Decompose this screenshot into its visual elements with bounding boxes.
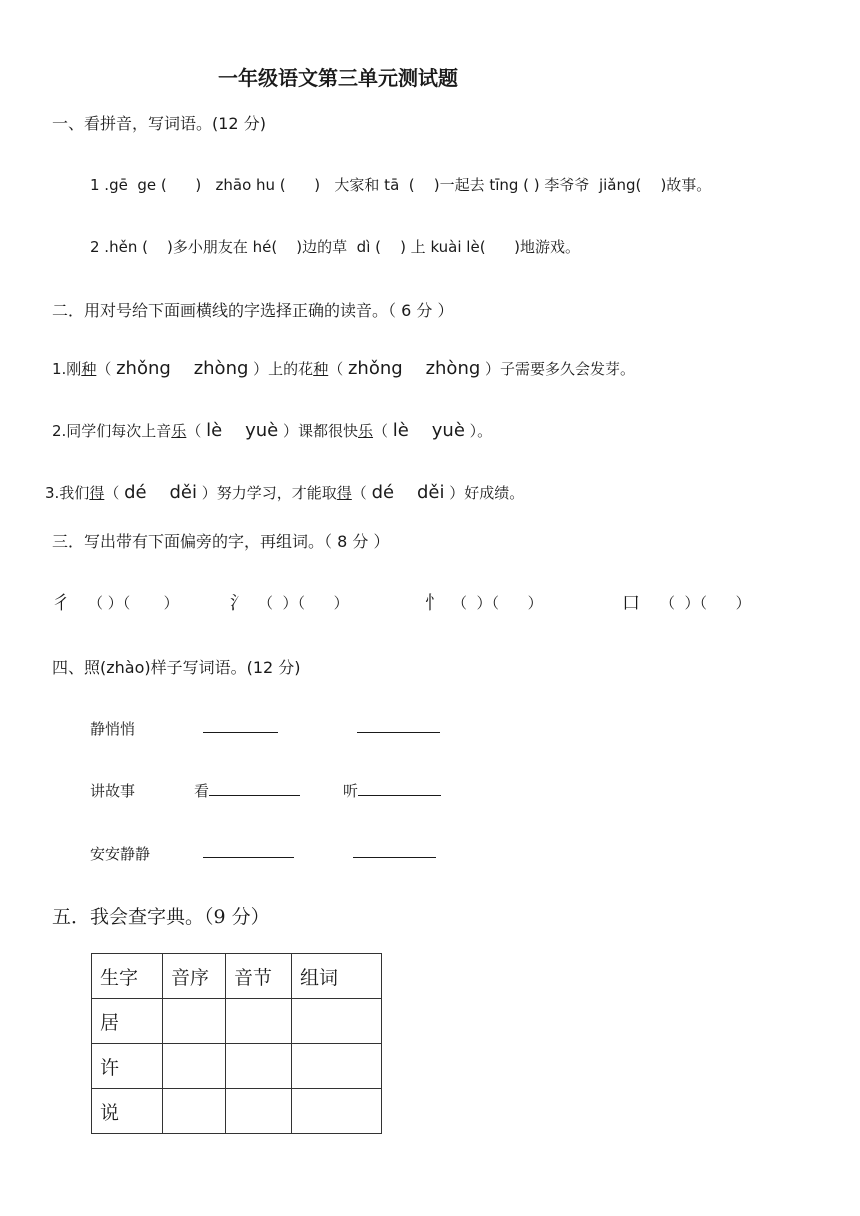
answer-cell[interactable]	[292, 999, 382, 1044]
underlined-char: 种	[313, 360, 329, 378]
radical-2: 氵	[230, 593, 248, 614]
answer-blank[interactable]: 看	[194, 780, 300, 801]
answer-cell[interactable]	[292, 1089, 382, 1134]
pinyin-options: dé děi	[371, 482, 445, 503]
column-header: 音节	[226, 954, 292, 999]
example-word-1: 静悄悄	[90, 720, 136, 738]
answer-cell[interactable]	[163, 1089, 226, 1134]
underlined-char: 得	[336, 484, 352, 502]
answer-cell[interactable]	[226, 999, 292, 1044]
radical-1: 彳	[52, 593, 70, 614]
section-2-heading: 二．用对号给下面画横线的字选择正确的读音。（ 6 分 ）	[52, 301, 454, 320]
char-cell: 许	[92, 1044, 163, 1089]
answer-cell[interactable]	[163, 999, 226, 1044]
underlined-char: 得	[89, 484, 105, 502]
radical-4: 口	[622, 593, 640, 614]
char-cell: 居	[92, 999, 163, 1044]
dictionary-table	[91, 953, 382, 1134]
answer-cell[interactable]	[163, 1044, 226, 1089]
radical-1-slots: （ ）（ ）	[88, 594, 179, 612]
column-header: 生字	[92, 954, 163, 999]
table-row	[92, 1089, 382, 1134]
answer-cell[interactable]	[292, 1044, 382, 1089]
section-1-line-2: 2 .hěn ( )多小朋友在 hé( )边的草 dì ( ) 上 kuài lè( )地游戏。	[90, 238, 581, 256]
answer-blank[interactable]	[353, 843, 436, 862]
section-4-heading: 四、照(zhào)样子写词语。(12 分)	[52, 658, 301, 677]
table-row	[92, 999, 382, 1044]
section-3-heading: 三．写出带有下面偏旁的字，再组词。（ 8 分 ）	[52, 532, 390, 551]
answer-blank[interactable]	[203, 718, 278, 737]
radical-4-slots: （ ）（ ）	[660, 594, 751, 612]
radical-2-slots: （ ）（ ）	[258, 594, 349, 612]
answer-cell[interactable]	[226, 1044, 292, 1089]
pinyin-options: lè yuè	[206, 420, 279, 441]
column-header: 音序	[163, 954, 226, 999]
table-row	[92, 1044, 382, 1089]
page-title: 一年级语文第三单元测试题	[218, 66, 458, 90]
column-header: 组词	[292, 954, 382, 999]
answer-blank[interactable]	[357, 718, 440, 737]
underlined-char: 乐	[358, 422, 374, 440]
section-1-heading: 一、看拼音，写词语。(12 分)	[52, 114, 266, 133]
section-5-heading: 五．我会查字典。（9 分）	[52, 906, 270, 928]
pinyin-options: zhǒng zhòng	[116, 358, 249, 379]
underlined-char: 乐	[171, 422, 187, 440]
underlined-char: 种	[81, 360, 97, 378]
pinyin-options: zhǒng zhòng	[347, 358, 481, 379]
section-2-question-3: 3.我们得（ dé děi ）努力学习，才能取得（ dé děi ）好成绩。	[45, 482, 525, 503]
answer-blank[interactable]	[203, 843, 294, 862]
radical-3-slots: （ ）（ ）	[452, 594, 543, 612]
pinyin-options: dé děi	[124, 482, 197, 503]
radical-3: 忄	[425, 593, 443, 614]
section-1-line-1: 1 .gē ge ( ) zhāo hu ( ) 大家和 tā ( )一起去 tīng ( ) 李爷爷 jiǎng( )故事。	[90, 176, 712, 194]
example-word-2: 讲故事	[90, 782, 136, 800]
table-header-row	[92, 954, 382, 999]
section-2-question-1: 1.刚种（ zhǒng zhòng ）上的花种（ zhǒng zhòng ）子需要多久会发芽。	[52, 358, 636, 379]
answer-cell[interactable]	[226, 1089, 292, 1134]
pinyin-options: lè yuè	[392, 420, 465, 441]
section-2-question-2: 2.同学们每次上音乐（ lè yuè ）课都很快乐（ lè yuè ）。	[52, 420, 493, 441]
example-word-3: 安安静静	[90, 845, 151, 863]
char-cell: 说	[92, 1089, 163, 1134]
answer-blank[interactable]: 听	[343, 780, 441, 801]
